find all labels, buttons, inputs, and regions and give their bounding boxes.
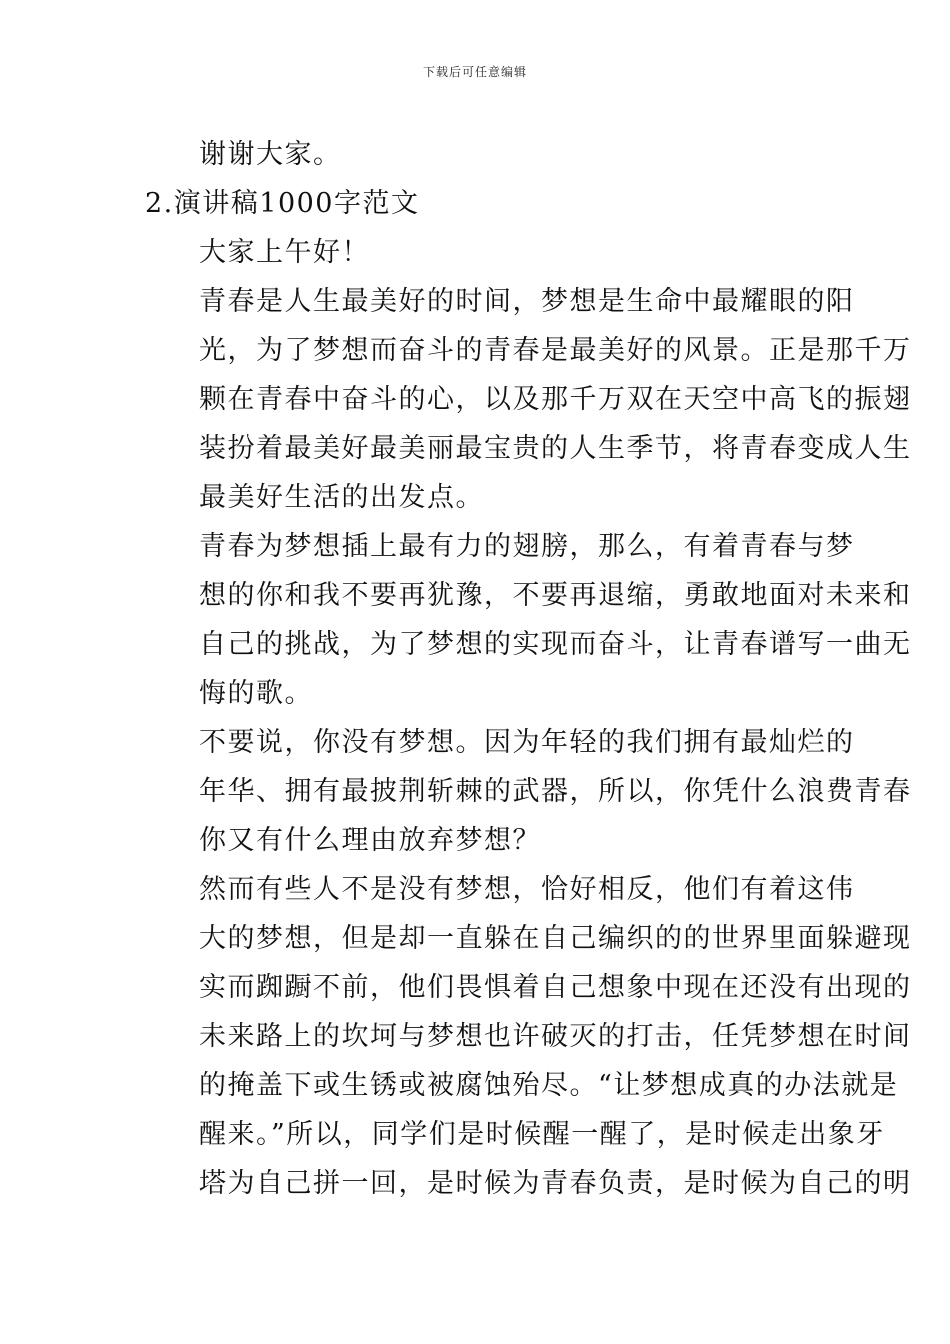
paragraph-line: 自己的挑战，为了梦想的实现而奋斗，让青春谱写一曲无 bbox=[199, 629, 912, 660]
paragraph-2 bbox=[145, 522, 912, 718]
paragraph-line: 最美好生活的出发点。 bbox=[199, 482, 484, 513]
paragraph-line: 然而有些人不是没有梦想，恰好相反，他们有着这伟 bbox=[199, 874, 855, 905]
paragraph-line: 大的梦想，但是却一直躲在自己编织的的世界里面躲避现 bbox=[199, 923, 912, 954]
paragraph-3 bbox=[145, 718, 912, 865]
paragraph-line: 年华、拥有最披荆斩棘的武器，所以，你凭什么浪费青春 bbox=[199, 776, 912, 807]
paragraph-line: 塔为自己拼一回，是时候为青春负责，是时候为自己的明 bbox=[199, 1168, 912, 1199]
paragraph-line: 你又有什么理由放弃梦想？ bbox=[199, 825, 541, 856]
greeting-line: 大家上午好！ bbox=[199, 237, 370, 268]
paragraph-line: 醒来。”所以，同学们是时候醒一醒了，是时候走出象牙 bbox=[199, 1119, 885, 1150]
section-title: 2.演讲稿1000字范文 bbox=[145, 188, 420, 219]
paragraph-line: 想的你和我不要再犹豫，不要再退缩，勇敢地面对未来和 bbox=[199, 580, 912, 611]
page-header: 下载后可任意编辑 bbox=[422, 65, 527, 79]
paragraph-line: 未来路上的坎坷与梦想也许破灭的打击，任凭梦想在时间 bbox=[199, 1021, 912, 1052]
paragraph-line: 悔的歌。 bbox=[199, 678, 313, 709]
paragraph-line: 实而踟蹰不前，他们畏惧着自己想象中现在还没有出现的 bbox=[199, 972, 912, 1003]
paragraph-line: 光，为了梦想而奋斗的青春是最美好的风景。正是那千万 bbox=[199, 335, 912, 366]
paragraph-4 bbox=[145, 865, 912, 1208]
document-body bbox=[145, 130, 912, 1208]
closing-line: 谢谢大家。 bbox=[199, 139, 342, 170]
paragraph-1 bbox=[145, 277, 912, 522]
paragraph-line: 颗在青春中奋斗的心，以及那千万双在天空中高飞的振翅 bbox=[199, 384, 912, 415]
paragraph-line: 青春是人生最美好的时间，梦想是生命中最耀眼的阳 bbox=[199, 286, 855, 317]
paragraph-line: 的掩盖下或生锈或被腐蚀殆尽。“让梦想成真的办法就是 bbox=[199, 1070, 899, 1101]
paragraph-line: 青春为梦想插上最有力的翅膀，那么，有着青春与梦 bbox=[199, 531, 855, 562]
paragraph-line: 不要说，你没有梦想。因为年轻的我们拥有最灿烂的 bbox=[199, 727, 855, 758]
paragraph-line: 装扮着最美好最美丽最宝贵的人生季节，将青春变成人生 bbox=[199, 433, 912, 464]
